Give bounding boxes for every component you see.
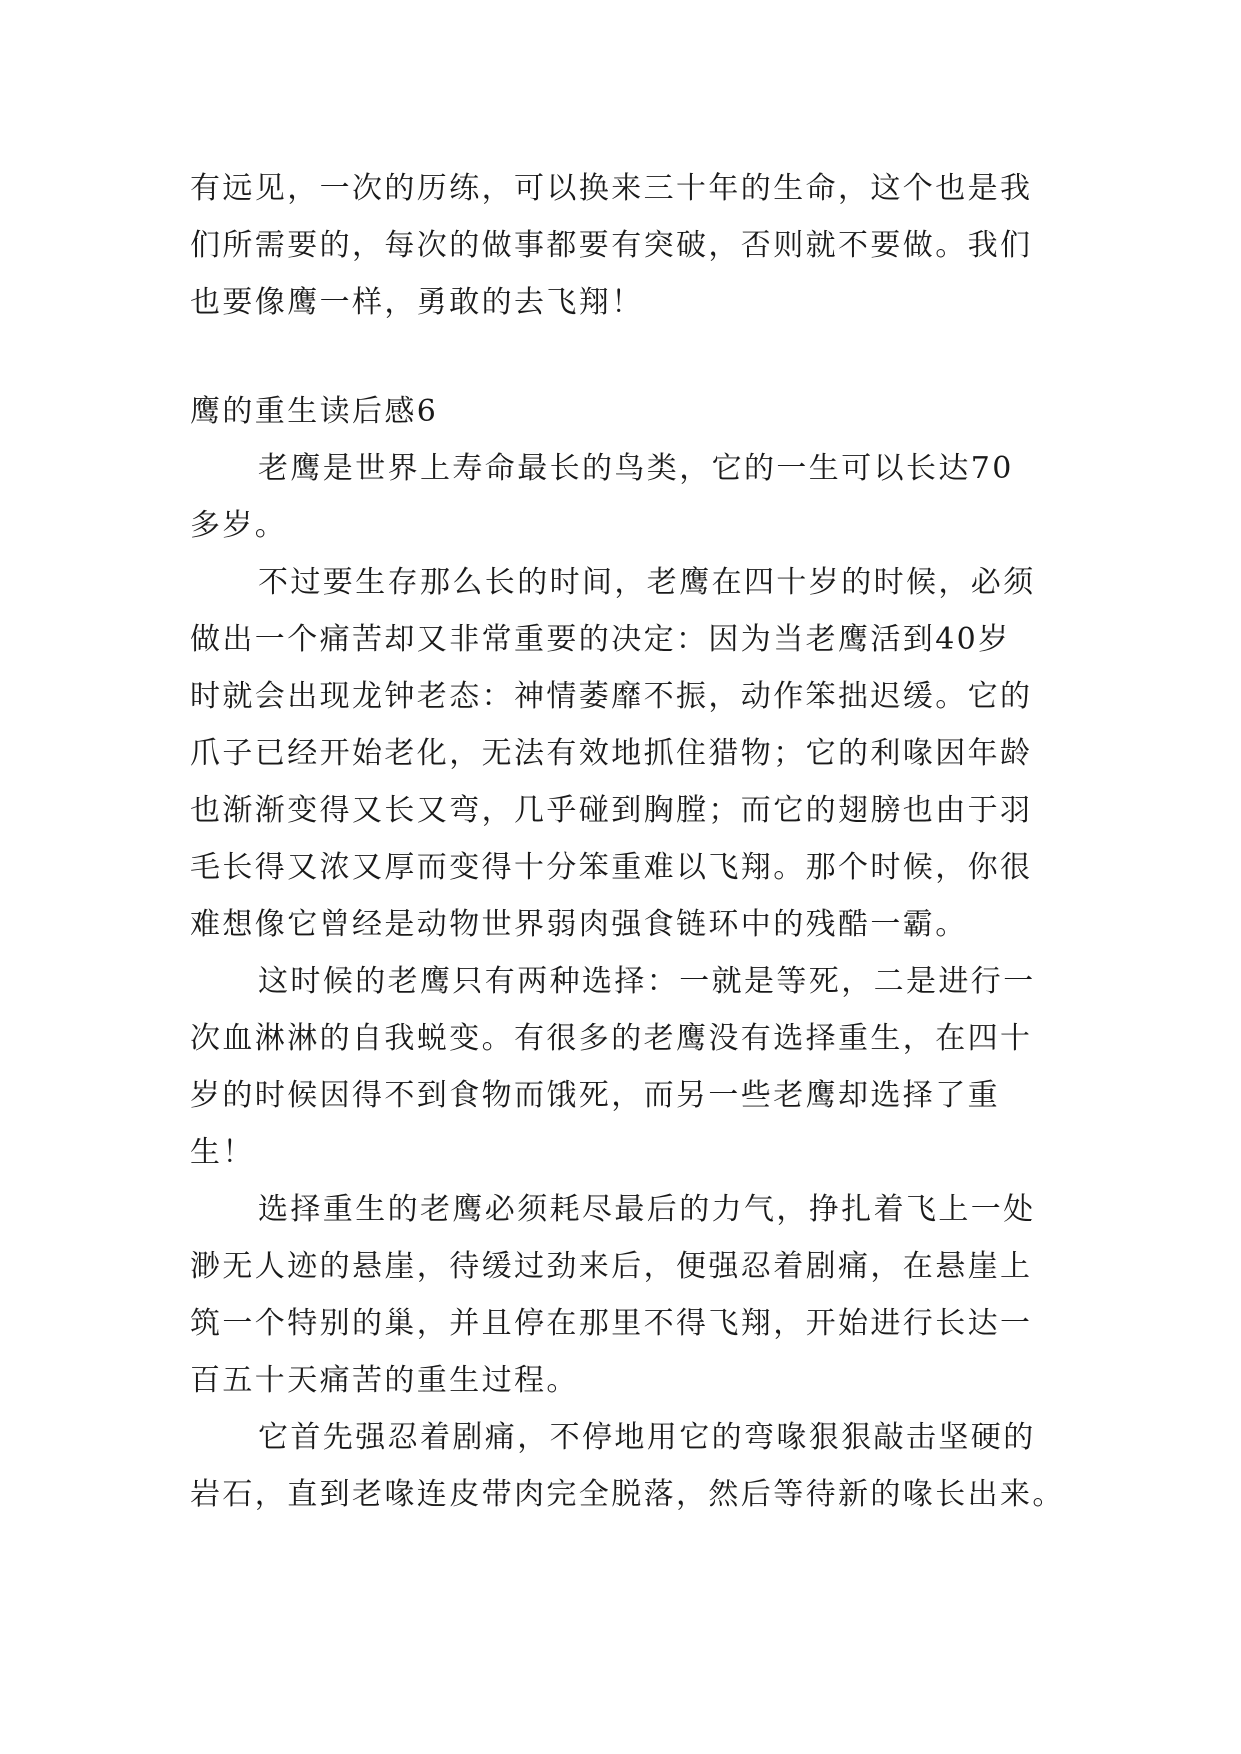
text-line: 渺无人迹的悬崖，待缓过劲来后，便强忍着剧痛，在悬崖上 <box>190 1249 1033 1284</box>
paragraph-1 <box>190 440 1060 554</box>
text-line: 不过要生存那么长的时间，老鹰在四十岁的时候，必须 <box>258 565 1036 600</box>
text-line: 时就会出现龙钟老态：神情萎靡不振，动作笨拙迟缓。它的 <box>190 679 1033 714</box>
document-body <box>190 160 1065 1523</box>
paragraph-5 <box>190 1409 1065 1523</box>
paragraph-3 <box>190 953 1060 1181</box>
text-line: 次血淋淋的自我蜕变。有很多的老鹰没有选择重生，在四十 <box>190 1021 1033 1056</box>
text-line: 做出一个痛苦却又非常重要的决定：因为当老鹰活到40岁 <box>190 622 1011 657</box>
text-line: 生！ <box>190 1135 255 1170</box>
text-line: 多岁。 <box>190 508 288 543</box>
text-line: 它首先强忍着剧痛，不停地用它的弯喙狠狠敲击坚硬的 <box>258 1420 1036 1455</box>
text-line: 也要像鹰一样，勇敢的去飞翔！ <box>190 285 644 320</box>
text-line: 百五十天痛苦的重生过程。 <box>190 1363 579 1398</box>
text-line: 毛长得又浓又厚而变得十分笨重难以飞翔。那个时候，你很 <box>190 850 1033 885</box>
text-line: 们所需要的，每次的做事都要有突破，否则就不要做。我们 <box>190 228 1033 263</box>
paragraph-2 <box>190 554 1060 953</box>
text-line: 这时候的老鹰只有两种选择：一就是等死，二是进行一 <box>258 964 1036 999</box>
text-line: 爪子已经开始老化，无法有效地抓住猎物；它的利喙因年龄 <box>190 736 1033 771</box>
text-line: 难想像它曾经是动物世界弱肉强食链环中的残酷一霸。 <box>190 907 968 942</box>
intro-paragraph <box>190 160 1060 331</box>
text-line: 筑一个特别的巢，并且停在那里不得飞翔，开始进行长达一 <box>190 1306 1033 1341</box>
text-line: 老鹰是世界上寿命最长的鸟类，它的一生可以长达70 <box>258 451 1014 486</box>
text-line: 选择重生的老鹰必须耗尽最后的力气，挣扎着飞上一处 <box>258 1192 1036 1227</box>
text-line: 也渐渐变得又长又弯，几乎碰到胸膛；而它的翅膀也由于羽 <box>190 793 1033 828</box>
text-line: 有远见，一次的历练，可以换来三十年的生命，这个也是我 <box>190 171 1033 206</box>
text-line: 岁的时候因得不到食物而饿死，而另一些老鹰却选择了重 <box>190 1078 1000 1113</box>
paragraph-4 <box>190 1181 1060 1409</box>
section-title: 鹰的重生读后感6 <box>190 394 439 429</box>
text-line: 岩石，直到老喙连皮带肉完全脱落，然后等待新的喙长出来。 <box>190 1477 1065 1512</box>
